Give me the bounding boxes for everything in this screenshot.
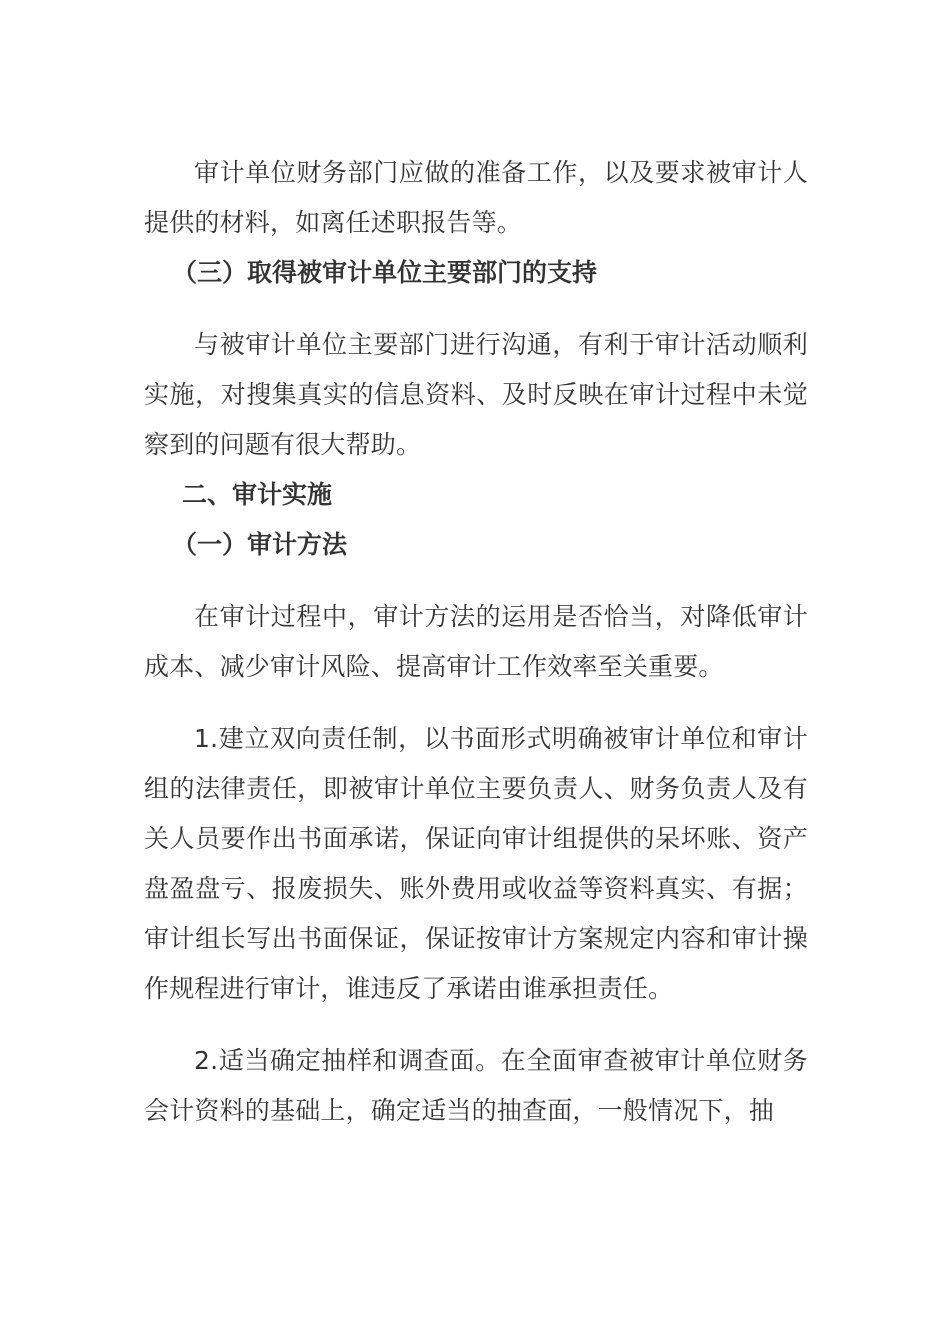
document-body [144, 148, 808, 1136]
paragraph-dual-responsibility: 1.建立双向责任制，以书面形式明确被审计单位和审计组的法律责任，即被审计单位主要负责人、财务负责人及有关人员要作出书面承诺，保证向审计组提供的呆坏账、资产盘盈盘亏、报废损失、账外费用或收益等资料真实、有据；审计组长写出书面保证，保证按审计方案规定内容和审计操作规程进行审计，谁违反了承诺由谁承担责任。 [144, 724, 808, 1003]
paragraph-method-importance: 在审计过程中，审计方法的运用是否恰当，对降低审计成本、减少审计风险、提高审计工作效率至关重要。 [144, 602, 808, 681]
paragraph-preparation-materials: 审计单位财务部门应做的准备工作，以及要求被审计人提供的材料，如离任述职报告等。 [144, 158, 808, 237]
heading-audit-methods: （一）审计方法 [172, 530, 348, 559]
paragraph-communication: 与被审计单位主要部门进行沟通，有利于审计活动顺利实施，对搜集真实的信息资料、及时反映在审计过程中未觉察到的问题有很大帮助。 [144, 330, 808, 459]
heading-audit-implementation: 二、审计实施 [182, 480, 333, 509]
paragraph-sampling-scope: 2.适当确定抽样和调查面。在全面审查被审计单位财务会计资料的基础上，确定适当的抽查面，一般情况下，抽 [144, 1046, 808, 1125]
heading-department-support: （三）取得被审计单位主要部门的支持 [172, 258, 598, 287]
